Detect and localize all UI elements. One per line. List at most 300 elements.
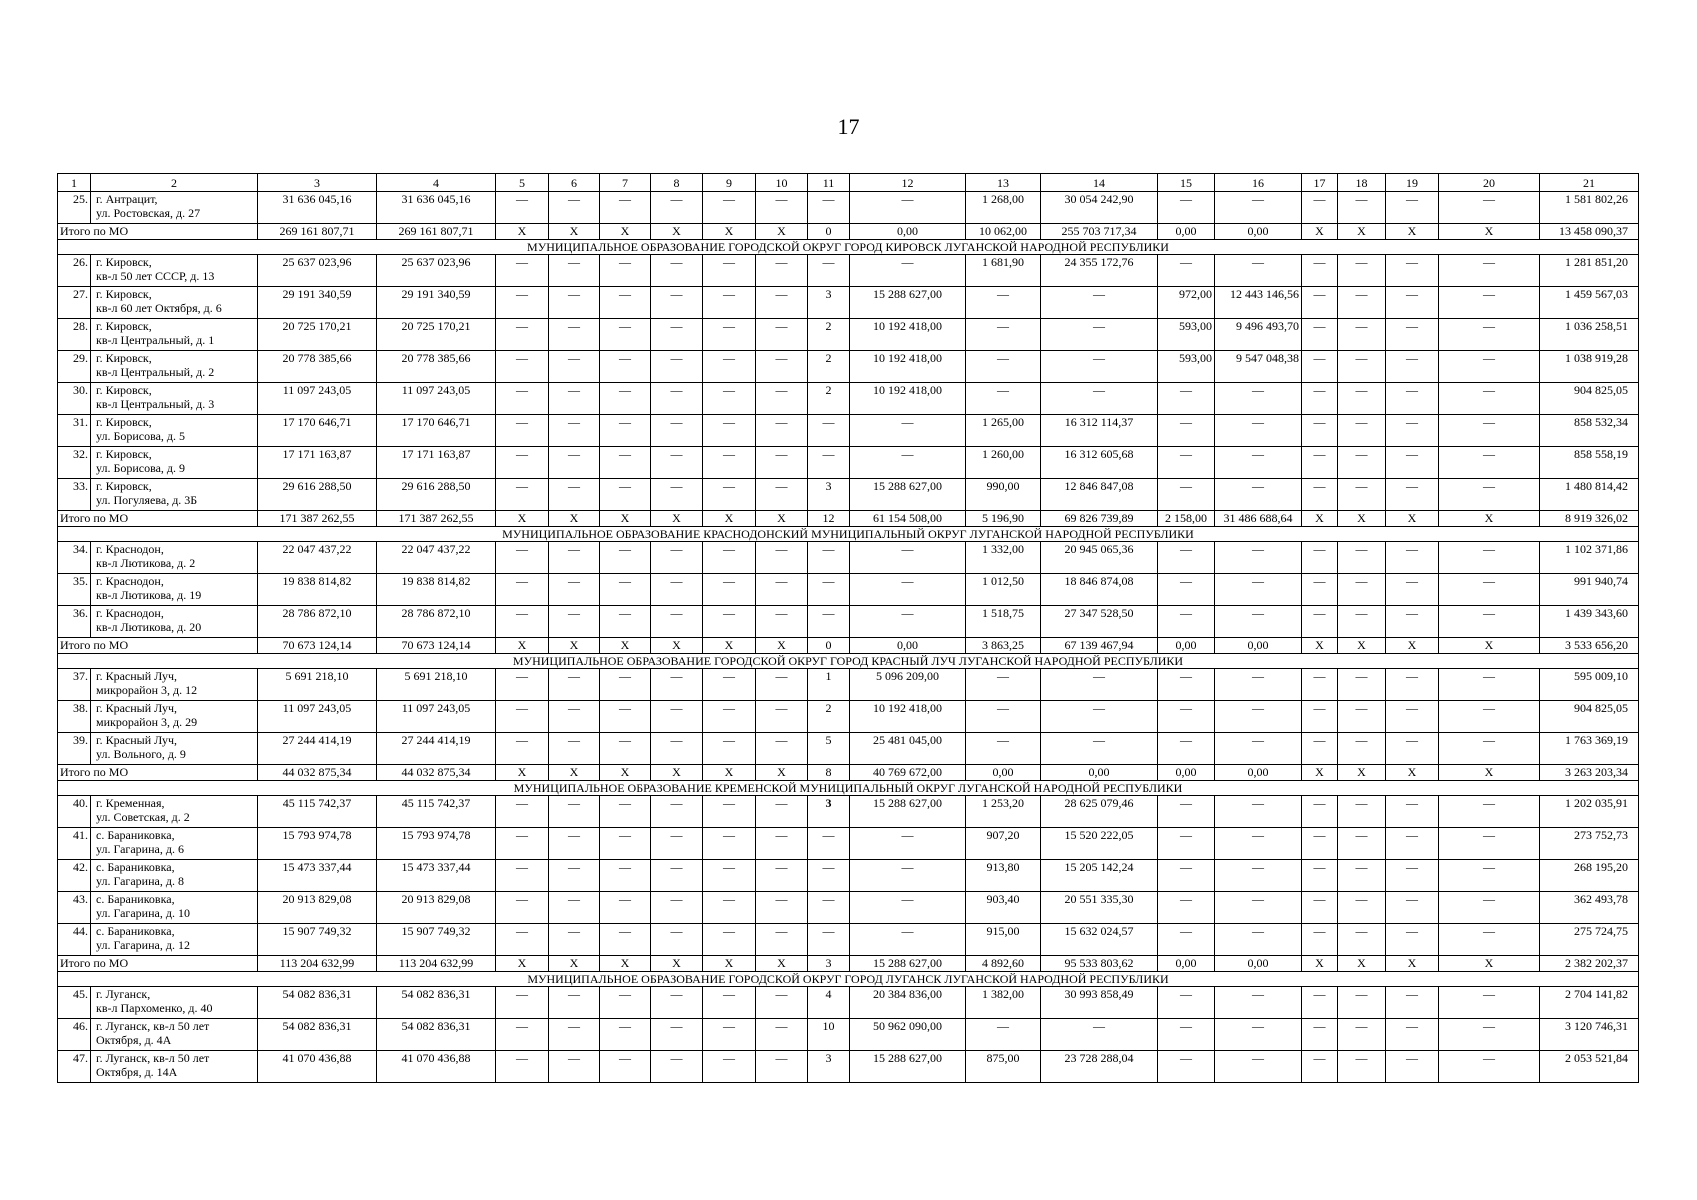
- col-6-cell: —: [549, 447, 600, 479]
- fund-cost-cell: 22 047 437,22: [377, 542, 496, 574]
- address-cell: [91, 542, 258, 574]
- total-cost-cell: 15 473 337,44: [258, 860, 377, 892]
- col-10-cell: —: [756, 192, 808, 224]
- subtotal-label: Итого по МО: [58, 511, 258, 527]
- total-cost-cell: 54 082 836,31: [258, 1019, 377, 1051]
- subtotal-col-11: 0: [808, 224, 850, 240]
- col-11-cell: 5: [808, 733, 850, 765]
- col-10-cell: —: [756, 987, 808, 1019]
- col-19-cell: —: [1386, 447, 1439, 479]
- fund-cost-cell: 15 793 974,78: [377, 828, 496, 860]
- col-20-cell: —: [1439, 606, 1540, 638]
- col-10-cell: —: [756, 733, 808, 765]
- col-19-cell: —: [1386, 319, 1439, 351]
- col-5-cell: —: [496, 319, 549, 351]
- col-16-cell: —: [1215, 796, 1302, 828]
- col-18-cell: —: [1338, 383, 1386, 415]
- subtotal-col-6: X: [549, 765, 600, 781]
- subtotal-row: [58, 956, 1639, 972]
- subtotal-col-9: X: [703, 956, 756, 972]
- col-19-cell: —: [1386, 1019, 1439, 1051]
- col-18-cell: —: [1338, 987, 1386, 1019]
- table-row: [58, 796, 1639, 828]
- subtotal-col-11: 0: [808, 638, 850, 654]
- col-5-cell: —: [496, 574, 549, 606]
- col-9-cell: —: [703, 701, 756, 733]
- col-11-cell: 2: [808, 319, 850, 351]
- col-6-cell: —: [549, 1019, 600, 1051]
- address-line-1: г. Красный Луч,: [96, 701, 178, 715]
- address-line-1: г. Краснодон,: [96, 606, 164, 620]
- col-19-cell: —: [1386, 796, 1439, 828]
- section-heading: МУНИЦИПАЛЬНОЕ ОБРАЗОВАНИЕ КРЕМЕНСКОЙ МУНИЦИПАЛЬНЫЙ ОКРУГ ЛУГАНСКОЙ НАРОДНОЙ РЕСПУБЛИКИ: [58, 781, 1639, 796]
- subtotal-col-3: 269 161 807,71: [258, 224, 377, 240]
- col-20-cell: —: [1439, 479, 1540, 511]
- col-15-cell: —: [1158, 479, 1215, 511]
- subtotal-col-12: 0,00: [850, 224, 966, 240]
- row-number: 25.: [58, 192, 91, 224]
- col-10-cell: —: [756, 351, 808, 383]
- col-21-cell: 991 940,74: [1540, 574, 1639, 606]
- col-21-cell: 858 558,19: [1540, 447, 1639, 479]
- subtotal-col-8: X: [651, 638, 703, 654]
- fund-cost-cell: 54 082 836,31: [377, 987, 496, 1019]
- address-line-1: г. Луганск, кв-л 50 лет: [96, 1019, 210, 1033]
- col-11-cell: 3: [808, 287, 850, 319]
- table-row: [58, 192, 1639, 224]
- table-row: [58, 542, 1639, 574]
- address-line-2: ул. Гагарина, д. 8: [96, 874, 184, 888]
- column-header-21: 21: [1540, 174, 1639, 192]
- col-12-cell: —: [850, 542, 966, 574]
- col-11-cell: —: [808, 924, 850, 956]
- col-17-cell: —: [1302, 796, 1338, 828]
- fund-cost-cell: 45 115 742,37: [377, 796, 496, 828]
- col-18-cell: —: [1338, 574, 1386, 606]
- column-header-15: 15: [1158, 174, 1215, 192]
- col-12-cell: 10 192 418,00: [850, 701, 966, 733]
- col-14-cell: 12 846 847,08: [1041, 479, 1158, 511]
- col-5-cell: —: [496, 796, 549, 828]
- subtotal-col-19: X: [1386, 638, 1439, 654]
- col-16-cell: —: [1215, 860, 1302, 892]
- col-21-cell: 3 120 746,31: [1540, 1019, 1639, 1051]
- col-6-cell: —: [549, 383, 600, 415]
- col-16-cell: —: [1215, 1051, 1302, 1083]
- col-8-cell: —: [651, 479, 703, 511]
- col-21-cell: 1 439 343,60: [1540, 606, 1639, 638]
- subtotal-label: Итого по МО: [58, 765, 258, 781]
- col-5-cell: —: [496, 351, 549, 383]
- table-row: [58, 415, 1639, 447]
- subtotal-col-4: 269 161 807,71: [377, 224, 496, 240]
- col-7-cell: —: [600, 924, 651, 956]
- subtotal-col-5: X: [496, 765, 549, 781]
- col-5-cell: —: [496, 733, 549, 765]
- col-17-cell: —: [1302, 701, 1338, 733]
- col-20-cell: —: [1439, 255, 1540, 287]
- fund-cost-cell: 17 171 163,87: [377, 447, 496, 479]
- total-cost-cell: 27 244 414,19: [258, 733, 377, 765]
- subtotal-col-21: 3 263 203,34: [1540, 765, 1639, 781]
- address-line-1: г. Кировск,: [96, 479, 152, 493]
- col-5-cell: —: [496, 255, 549, 287]
- col-5-cell: —: [496, 415, 549, 447]
- subtotal-col-11: 12: [808, 511, 850, 527]
- subtotal-col-19: X: [1386, 956, 1439, 972]
- col-11-cell: —: [808, 447, 850, 479]
- col-17-cell: —: [1302, 669, 1338, 701]
- col-11-cell: 3: [808, 479, 850, 511]
- address-cell: [91, 287, 258, 319]
- col-9-cell: —: [703, 383, 756, 415]
- col-8-cell: —: [651, 383, 703, 415]
- row-number: 27.: [58, 287, 91, 319]
- address-cell: [91, 892, 258, 924]
- subtotal-col-18: X: [1338, 956, 1386, 972]
- col-7-cell: —: [600, 669, 651, 701]
- col-13-cell: —: [966, 287, 1041, 319]
- col-21-cell: 904 825,05: [1540, 383, 1639, 415]
- col-14-cell: 15 205 142,24: [1041, 860, 1158, 892]
- subtotal-label: Итого по МО: [58, 956, 258, 972]
- row-number: 42.: [58, 860, 91, 892]
- table-row: [58, 828, 1639, 860]
- address-cell: [91, 319, 258, 351]
- col-12-cell: 15 288 627,00: [850, 287, 966, 319]
- subtotal-col-10: X: [756, 956, 808, 972]
- col-17-cell: —: [1302, 574, 1338, 606]
- col-16-cell: —: [1215, 192, 1302, 224]
- subtotal-row: [58, 224, 1639, 240]
- col-6-cell: —: [549, 924, 600, 956]
- col-14-cell: 24 355 172,76: [1041, 255, 1158, 287]
- table-row: [58, 892, 1639, 924]
- col-13-cell: —: [966, 701, 1041, 733]
- col-16-cell: —: [1215, 1019, 1302, 1051]
- total-cost-cell: 20 913 829,08: [258, 892, 377, 924]
- table-row: [58, 574, 1639, 606]
- col-13-cell: 903,40: [966, 892, 1041, 924]
- col-7-cell: —: [600, 892, 651, 924]
- subtotal-col-19: X: [1386, 511, 1439, 527]
- col-9-cell: —: [703, 924, 756, 956]
- col-17-cell: —: [1302, 924, 1338, 956]
- table-row: [58, 669, 1639, 701]
- section-heading-row: [58, 781, 1639, 796]
- col-5-cell: —: [496, 192, 549, 224]
- col-20-cell: —: [1439, 415, 1540, 447]
- subtotal-col-9: X: [703, 224, 756, 240]
- col-18-cell: —: [1338, 192, 1386, 224]
- total-cost-cell: 29 191 340,59: [258, 287, 377, 319]
- col-14-cell: 30 993 858,49: [1041, 987, 1158, 1019]
- subtotal-col-12: 0,00: [850, 638, 966, 654]
- col-19-cell: —: [1386, 860, 1439, 892]
- subtotal-col-17: X: [1302, 224, 1338, 240]
- col-12-cell: —: [850, 860, 966, 892]
- fund-cost-cell: 11 097 243,05: [377, 383, 496, 415]
- table-row: [58, 479, 1639, 511]
- col-21-cell: 1 102 371,86: [1540, 542, 1639, 574]
- col-21-cell: 362 493,78: [1540, 892, 1639, 924]
- col-18-cell: —: [1338, 255, 1386, 287]
- col-17-cell: —: [1302, 192, 1338, 224]
- address-cell: [91, 192, 258, 224]
- col-7-cell: —: [600, 606, 651, 638]
- total-cost-cell: 17 170 646,71: [258, 415, 377, 447]
- col-21-cell: 858 532,34: [1540, 415, 1639, 447]
- col-11-cell: 2: [808, 383, 850, 415]
- address-line-2: кв-л Центральный, д. 2: [96, 365, 215, 379]
- col-8-cell: —: [651, 192, 703, 224]
- col-17-cell: —: [1302, 828, 1338, 860]
- subtotal-col-10: X: [756, 224, 808, 240]
- col-21-cell: 2 053 521,84: [1540, 1051, 1639, 1083]
- col-9-cell: —: [703, 733, 756, 765]
- col-5-cell: —: [496, 383, 549, 415]
- table-row: [58, 255, 1639, 287]
- col-5-cell: —: [496, 542, 549, 574]
- col-12-cell: 5 096 209,00: [850, 669, 966, 701]
- col-15-cell: —: [1158, 828, 1215, 860]
- col-7-cell: —: [600, 1019, 651, 1051]
- subtotal-col-15: 0,00: [1158, 765, 1215, 781]
- col-9-cell: —: [703, 479, 756, 511]
- col-7-cell: —: [600, 860, 651, 892]
- fund-cost-cell: 17 170 646,71: [377, 415, 496, 447]
- column-header-14: 14: [1041, 174, 1158, 192]
- col-18-cell: —: [1338, 319, 1386, 351]
- col-9-cell: —: [703, 828, 756, 860]
- col-19-cell: —: [1386, 1051, 1439, 1083]
- row-number: 31.: [58, 415, 91, 447]
- col-13-cell: 1 518,75: [966, 606, 1041, 638]
- col-16-cell: —: [1215, 669, 1302, 701]
- row-number: 30.: [58, 383, 91, 415]
- row-number: 46.: [58, 1019, 91, 1051]
- row-number: 39.: [58, 733, 91, 765]
- col-6-cell: —: [549, 287, 600, 319]
- col-10-cell: —: [756, 447, 808, 479]
- col-15-cell: —: [1158, 987, 1215, 1019]
- subtotal-col-17: X: [1302, 956, 1338, 972]
- address-line-2: кв-л 60 лет Октября, д. 6: [96, 301, 222, 315]
- col-20-cell: —: [1439, 860, 1540, 892]
- col-21-cell: 275 724,75: [1540, 924, 1639, 956]
- col-16-cell: —: [1215, 924, 1302, 956]
- col-16-cell: —: [1215, 447, 1302, 479]
- col-7-cell: —: [600, 255, 651, 287]
- col-5-cell: —: [496, 606, 549, 638]
- address-line-1: г. Кировск,: [96, 287, 152, 301]
- col-21-cell: 268 195,20: [1540, 860, 1639, 892]
- col-9-cell: —: [703, 987, 756, 1019]
- row-number: 35.: [58, 574, 91, 606]
- col-11-cell: 2: [808, 701, 850, 733]
- col-17-cell: —: [1302, 860, 1338, 892]
- col-13-cell: —: [966, 1019, 1041, 1051]
- col-17-cell: —: [1302, 733, 1338, 765]
- col-13-cell: 1 253,20: [966, 796, 1041, 828]
- col-8-cell: —: [651, 415, 703, 447]
- row-number: 33.: [58, 479, 91, 511]
- column-header-4: 4: [377, 174, 496, 192]
- col-10-cell: —: [756, 383, 808, 415]
- col-13-cell: 1 268,00: [966, 192, 1041, 224]
- col-10-cell: —: [756, 924, 808, 956]
- col-7-cell: —: [600, 574, 651, 606]
- col-15-cell: —: [1158, 1019, 1215, 1051]
- col-10-cell: —: [756, 1019, 808, 1051]
- column-header-9: 9: [703, 174, 756, 192]
- col-14-cell: 20 945 065,36: [1041, 542, 1158, 574]
- address-line-2: ул. Гагарина, д. 12: [96, 938, 190, 952]
- col-19-cell: —: [1386, 542, 1439, 574]
- col-19-cell: —: [1386, 701, 1439, 733]
- col-18-cell: —: [1338, 733, 1386, 765]
- col-16-cell: —: [1215, 542, 1302, 574]
- col-12-cell: —: [850, 828, 966, 860]
- col-10-cell: —: [756, 1051, 808, 1083]
- col-6-cell: —: [549, 255, 600, 287]
- col-5-cell: —: [496, 1051, 549, 1083]
- address-cell: [91, 383, 258, 415]
- total-cost-cell: 41 070 436,88: [258, 1051, 377, 1083]
- row-number: 38.: [58, 701, 91, 733]
- col-7-cell: —: [600, 383, 651, 415]
- address-line-1: г. Кировск,: [96, 255, 152, 269]
- col-12-cell: —: [850, 574, 966, 606]
- col-8-cell: —: [651, 1051, 703, 1083]
- subtotal-col-16: 0,00: [1215, 638, 1302, 654]
- subtotal-col-10: X: [756, 511, 808, 527]
- col-21-cell: 904 825,05: [1540, 701, 1639, 733]
- subtotal-col-14: 67 139 467,94: [1041, 638, 1158, 654]
- address-line-2: ул. Гагарина, д. 6: [96, 842, 184, 856]
- subtotal-col-18: X: [1338, 224, 1386, 240]
- col-19-cell: —: [1386, 606, 1439, 638]
- col-12-cell: 10 192 418,00: [850, 319, 966, 351]
- subtotal-col-6: X: [549, 224, 600, 240]
- subtotal-col-13: 5 196,90: [966, 511, 1041, 527]
- column-header-18: 18: [1338, 174, 1386, 192]
- col-8-cell: —: [651, 924, 703, 956]
- col-9-cell: —: [703, 892, 756, 924]
- row-number: 32.: [58, 447, 91, 479]
- subtotal-col-14: 0,00: [1041, 765, 1158, 781]
- col-18-cell: —: [1338, 447, 1386, 479]
- address-cell: [91, 255, 258, 287]
- col-5-cell: —: [496, 287, 549, 319]
- col-20-cell: —: [1439, 796, 1540, 828]
- col-7-cell: —: [600, 701, 651, 733]
- col-19-cell: —: [1386, 479, 1439, 511]
- col-17-cell: —: [1302, 415, 1338, 447]
- col-7-cell: —: [600, 733, 651, 765]
- col-6-cell: —: [549, 796, 600, 828]
- row-number: 28.: [58, 319, 91, 351]
- section-heading-row: [58, 972, 1639, 987]
- row-number: 26.: [58, 255, 91, 287]
- col-11-cell: —: [808, 860, 850, 892]
- section-heading-row: [58, 527, 1639, 542]
- address-line-2: Октября, д. 4А: [96, 1033, 172, 1047]
- col-7-cell: —: [600, 796, 651, 828]
- column-header-8: 8: [651, 174, 703, 192]
- col-6-cell: —: [549, 1051, 600, 1083]
- subtotal-col-20: X: [1439, 638, 1540, 654]
- column-number-row: [58, 174, 1639, 192]
- column-header-17: 17: [1302, 174, 1338, 192]
- col-20-cell: —: [1439, 892, 1540, 924]
- fund-cost-cell: 15 473 337,44: [377, 860, 496, 892]
- address-line-2: кв-л 50 лет СССР, д. 13: [96, 269, 215, 283]
- subtotal-col-19: X: [1386, 224, 1439, 240]
- section-heading-row: [58, 654, 1639, 669]
- column-header-12: 12: [850, 174, 966, 192]
- address-line-2: ул. Ростовская, д. 27: [96, 206, 201, 220]
- subtotal-col-12: 15 288 627,00: [850, 956, 966, 972]
- col-20-cell: —: [1439, 192, 1540, 224]
- address-line-1: г. Кировск,: [96, 383, 152, 397]
- col-5-cell: —: [496, 987, 549, 1019]
- col-19-cell: —: [1386, 733, 1439, 765]
- col-11-cell: 1: [808, 669, 850, 701]
- col-17-cell: —: [1302, 447, 1338, 479]
- col-21-cell: 1 036 258,51: [1540, 319, 1639, 351]
- total-cost-cell: 31 636 045,16: [258, 192, 377, 224]
- col-9-cell: —: [703, 255, 756, 287]
- col-8-cell: —: [651, 987, 703, 1019]
- subtotal-col-15: 2 158,00: [1158, 511, 1215, 527]
- subtotal-col-8: X: [651, 511, 703, 527]
- col-17-cell: —: [1302, 542, 1338, 574]
- col-12-cell: 25 481 045,00: [850, 733, 966, 765]
- address-line-1: г. Краснодон,: [96, 542, 164, 556]
- address-cell: [91, 669, 258, 701]
- col-20-cell: —: [1439, 287, 1540, 319]
- col-19-cell: —: [1386, 892, 1439, 924]
- col-7-cell: —: [600, 479, 651, 511]
- col-13-cell: 907,20: [966, 828, 1041, 860]
- col-14-cell: —: [1041, 319, 1158, 351]
- col-16-cell: —: [1215, 892, 1302, 924]
- col-13-cell: —: [966, 351, 1041, 383]
- address-line-2: микрорайон 3, д. 12: [96, 683, 198, 697]
- address-line-1: г. Кременная,: [96, 796, 165, 810]
- address-line-1: г. Кировск,: [96, 415, 152, 429]
- subtotal-col-6: X: [549, 638, 600, 654]
- col-16-cell: —: [1215, 606, 1302, 638]
- address-line-1: г. Краснодон,: [96, 574, 164, 588]
- fund-cost-cell: 5 691 218,10: [377, 669, 496, 701]
- col-6-cell: —: [549, 606, 600, 638]
- subtotal-col-4: 44 032 875,34: [377, 765, 496, 781]
- address-line-2: микрорайон 3, д. 29: [96, 715, 198, 729]
- col-10-cell: —: [756, 287, 808, 319]
- col-19-cell: —: [1386, 287, 1439, 319]
- col-16-cell: —: [1215, 415, 1302, 447]
- col-14-cell: 15 632 024,57: [1041, 924, 1158, 956]
- col-14-cell: —: [1041, 1019, 1158, 1051]
- col-12-cell: —: [850, 892, 966, 924]
- row-number: 36.: [58, 606, 91, 638]
- col-6-cell: —: [549, 574, 600, 606]
- col-7-cell: —: [600, 415, 651, 447]
- col-20-cell: —: [1439, 924, 1540, 956]
- col-15-cell: —: [1158, 701, 1215, 733]
